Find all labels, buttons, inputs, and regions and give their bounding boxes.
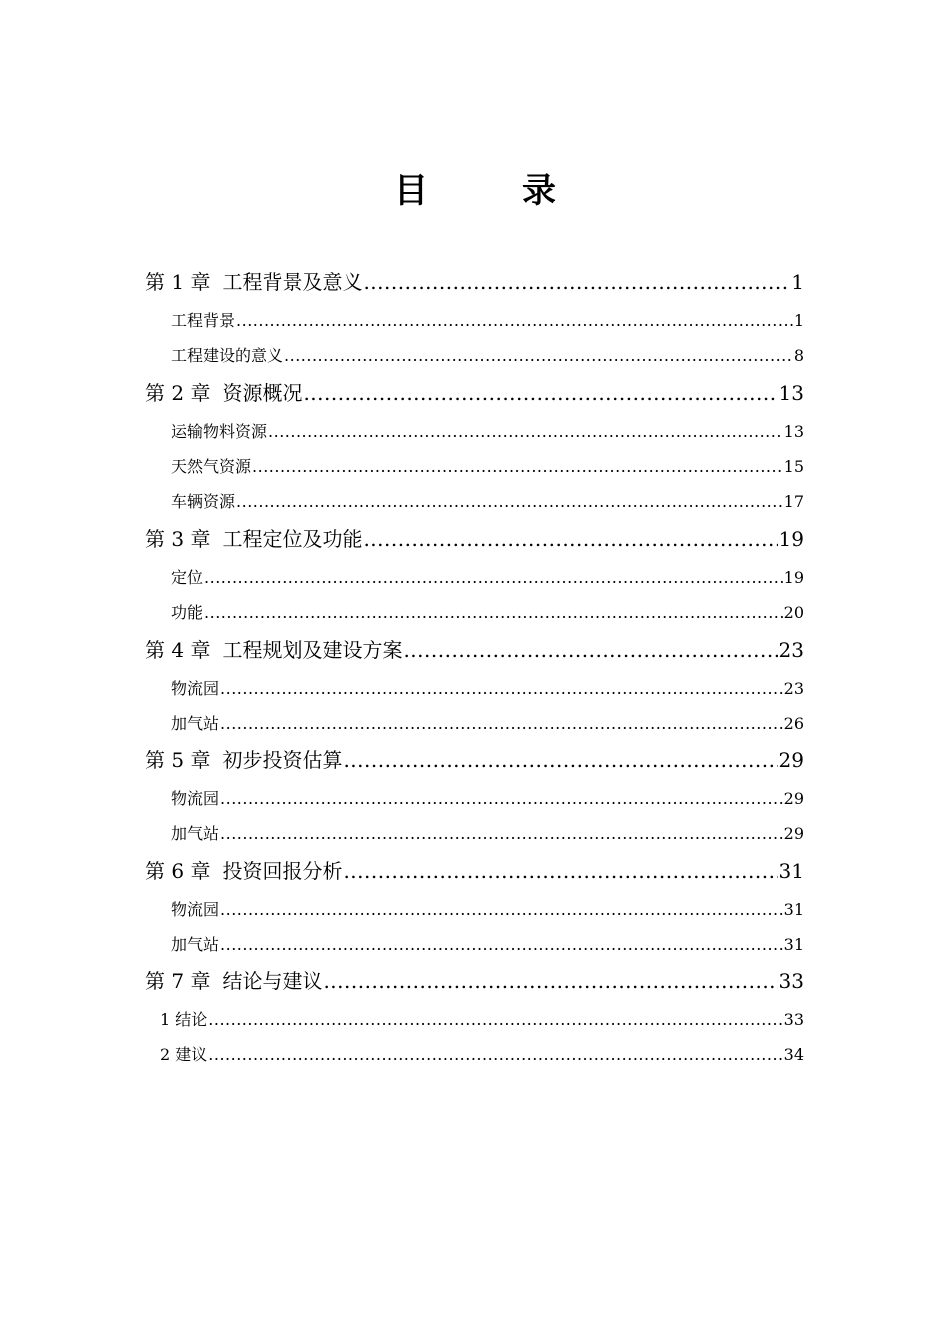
dot-leader <box>236 306 793 336</box>
toc-section-7-1[interactable] <box>160 1005 804 1035</box>
toc-section-6-2[interactable] <box>171 930 804 960</box>
page-number: 34 <box>783 1045 804 1064</box>
page-number: 20 <box>783 603 804 622</box>
page-number: 26 <box>783 714 804 733</box>
section-title: 物流园 <box>171 789 220 808</box>
section-title: 定位 <box>171 568 204 587</box>
dot-leader <box>303 373 777 413</box>
toc-section-1-2[interactable] <box>171 341 804 371</box>
toc-title: 目 录 <box>394 171 586 211</box>
page-number: 29 <box>778 748 804 772</box>
page-number: 13 <box>778 381 804 405</box>
chapter-title: 工程背景及意义 <box>222 270 363 294</box>
toc-section-1-1[interactable] <box>171 306 804 336</box>
dot-leader <box>268 417 783 447</box>
dot-leader <box>284 341 793 371</box>
chapter-number: 第 7 章 <box>145 969 211 993</box>
toc-section-3-2[interactable] <box>171 598 804 628</box>
chapter-number: 第 1 章 <box>145 270 211 294</box>
toc-section-2-3[interactable] <box>171 487 804 517</box>
page-number: 17 <box>783 492 804 511</box>
toc-section-2-2[interactable] <box>171 452 804 482</box>
toc-chapter-4[interactable] <box>145 630 804 670</box>
chapter-number: 第 6 章 <box>145 859 211 883</box>
dot-leader <box>220 895 783 925</box>
dot-leader <box>220 674 783 704</box>
toc-section-7-2[interactable] <box>160 1040 804 1070</box>
toc-section-5-2[interactable] <box>171 819 804 849</box>
chapter-label <box>145 262 362 302</box>
dot-leader <box>204 563 783 593</box>
toc-chapter-2[interactable] <box>145 373 804 413</box>
section-title: 车辆资源 <box>171 492 236 511</box>
chapter-label <box>145 740 342 780</box>
chapter-number: 第 3 章 <box>145 527 211 551</box>
page-number: 23 <box>783 679 804 698</box>
dot-leader <box>208 1005 782 1035</box>
chapter-number: 第 5 章 <box>145 748 211 772</box>
page-number: 29 <box>783 824 804 843</box>
section-title: 功能 <box>171 603 204 622</box>
section-title: 工程背景 <box>171 311 236 330</box>
section-title: 加气站 <box>171 714 220 733</box>
toc-chapter-7[interactable] <box>145 961 804 1001</box>
toc-section-3-1[interactable] <box>171 563 804 593</box>
chapter-label <box>145 519 362 559</box>
toc-chapter-6[interactable] <box>145 851 804 891</box>
chapter-title: 结论与建议 <box>222 969 323 993</box>
dot-leader <box>220 709 783 739</box>
toc-section-4-1[interactable] <box>171 674 804 704</box>
toc-section-2-1[interactable] <box>171 417 804 447</box>
section-title: 工程建设的意义 <box>171 346 284 365</box>
dot-leader <box>220 930 783 960</box>
page-number: 1 <box>793 311 804 330</box>
page-number: 31 <box>778 859 804 883</box>
section-title: 物流园 <box>171 900 220 919</box>
chapter-label <box>145 373 302 413</box>
dot-leader <box>343 851 777 891</box>
chapter-label <box>145 851 342 891</box>
chapter-number: 第 4 章 <box>145 638 211 662</box>
toc-section-6-1[interactable] <box>171 895 804 925</box>
section-title: 1 结论 <box>160 1010 208 1029</box>
chapter-title: 工程定位及功能 <box>222 527 363 551</box>
section-title: 物流园 <box>171 679 220 698</box>
dot-leader <box>363 519 777 559</box>
dot-leader <box>220 819 783 849</box>
dot-leader <box>208 1040 782 1070</box>
page-number: 13 <box>783 422 804 441</box>
page-number: 33 <box>783 1010 804 1029</box>
page-number: 19 <box>778 527 804 551</box>
toc-section-4-2[interactable] <box>171 709 804 739</box>
page-number: 15 <box>783 457 804 476</box>
chapter-number: 第 2 章 <box>145 381 211 405</box>
toc-chapter-3[interactable] <box>145 519 804 559</box>
dot-leader <box>343 740 777 780</box>
chapter-title: 投资回报分析 <box>222 859 343 883</box>
section-title: 2 建议 <box>160 1045 208 1064</box>
section-title: 加气站 <box>171 935 220 954</box>
chapter-title: 资源概况 <box>222 381 303 405</box>
dot-leader <box>204 598 783 628</box>
section-title: 加气站 <box>171 824 220 843</box>
page-number: 8 <box>793 346 804 365</box>
section-title: 天然气资源 <box>171 457 252 476</box>
page-number: 31 <box>783 900 804 919</box>
toc-chapter-5[interactable] <box>145 740 804 780</box>
toc-section-5-1[interactable] <box>171 784 804 814</box>
page-number: 23 <box>778 638 804 662</box>
toc-chapter-1[interactable] <box>145 262 804 302</box>
dot-leader <box>363 262 790 302</box>
page-number: 19 <box>783 568 804 587</box>
dot-leader <box>236 487 783 517</box>
page-number: 29 <box>783 789 804 808</box>
dot-leader <box>252 452 783 482</box>
chapter-label <box>145 630 402 670</box>
page-number: 33 <box>778 969 804 993</box>
dot-leader <box>220 784 783 814</box>
section-title: 运输物料资源 <box>171 422 268 441</box>
dot-leader <box>403 630 777 670</box>
page-number: 31 <box>783 935 804 954</box>
chapter-label <box>145 961 322 1001</box>
chapter-title: 工程规划及建设方案 <box>222 638 403 662</box>
page-number: 1 <box>791 270 804 294</box>
dot-leader <box>323 961 777 1001</box>
chapter-title: 初步投资估算 <box>222 748 343 772</box>
